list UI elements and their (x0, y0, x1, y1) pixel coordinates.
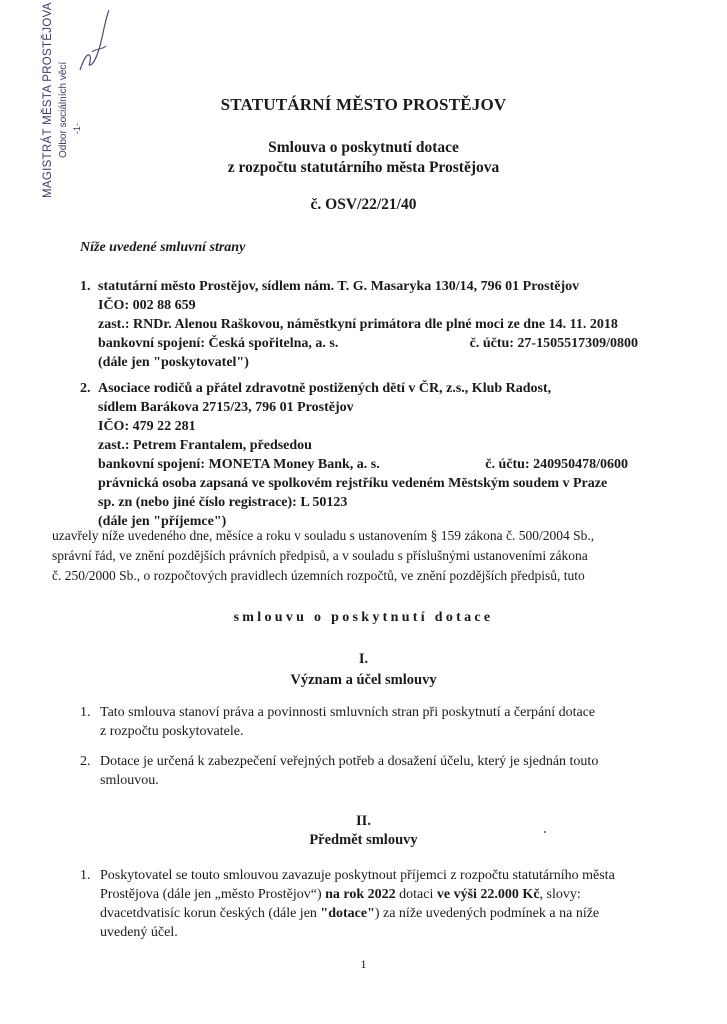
handwritten-signature (32, 8, 122, 98)
stamp-line-3: -1- (72, 123, 82, 134)
contract-subtitle-line-1: Smlouva o poskytnutí dotace (268, 139, 459, 156)
item-number: 1. (80, 868, 91, 883)
party-2-register: právnická osoba zapsaná ve spolkovém rejstříku vedeném Městským soudem v Praze (98, 476, 608, 491)
section-2-item-1 (80, 866, 692, 946)
item-number: 1. (80, 705, 91, 720)
item-line: z rozpočtu poskytovatele. (100, 724, 244, 739)
party-2-number: 2. (80, 381, 91, 396)
item-text: , slovy: (539, 887, 581, 902)
item-line (100, 885, 690, 904)
party-1-bank: bankovní spojení: Česká spořitelna, a. s. (98, 336, 339, 351)
parties-heading: Níže uvedené smluvní strany (80, 240, 246, 255)
party-2-address: sídlem Barákova 2715/23, 796 01 Prostějov (98, 400, 354, 415)
section-2-title: Předmět smlouvy (309, 832, 418, 848)
section-1-item-2 (80, 752, 692, 792)
item-text: dotaci (395, 887, 437, 902)
intro-line-2: správní řád, ve znění pozdějších právních předpisů, a v souladu s příslušnými ustanoveními zákona (52, 548, 588, 563)
page-number: 1 (360, 957, 367, 971)
grant-term: "dotace" (320, 906, 375, 921)
intro-line-3: č. 250/2000 Sb., o rozpočtových pravidlech územních rozpočtů, ve znění pozdějších předpisů, tuto (52, 568, 585, 583)
contract-number: č. OSV/22/21/40 (310, 196, 417, 213)
item-line: Dotace je určená k zabezpečení veřejných potřeb a dosažení účelu, který je sjednán touto (100, 754, 599, 769)
party-2-role: (dále jen "příjemce") (98, 514, 227, 529)
grant-amount: ve výši 22.000 Kč (436, 887, 540, 902)
party-1-name: statutární město Prostějov, sídlem nám. T. G. Masaryka 130/14, 796 01 Prostějov (98, 279, 580, 294)
item-number: 2. (80, 754, 91, 769)
page-title: STATUTÁRNÍ MĚSTO PROSTĚJOV (220, 95, 507, 114)
item-line: smlouvou. (100, 773, 159, 788)
item-text: dvacetdvatisíc korun českých (dále jen (100, 906, 321, 921)
contract-subtitle-line-2: z rozpočtu statutárního města Prostějova (227, 159, 500, 176)
party-1-role: (dále jen "poskytovatel") (98, 355, 249, 370)
item-line (100, 904, 690, 923)
party-2-ico: IČO: 479 22 281 (98, 419, 196, 434)
party-1-number: 1. (80, 279, 91, 294)
party-1 (80, 277, 680, 377)
stamp-line-1: MAGISTRÁT MĚSTA PROSTĚJOVA (42, 2, 54, 198)
intro-paragraph (52, 526, 688, 586)
party-2-name: Asociace rodičů a přátel zdravotně postižených dětí v ČR, z.s., Klub Radost, (98, 381, 552, 396)
party-2-bank: bankovní spojení: MONETA Money Bank, a. s. (98, 457, 380, 472)
section-2-number: II. (356, 813, 371, 829)
item-line: uvedený účel. (100, 925, 178, 940)
section-1-number: I. (358, 651, 369, 667)
scan-speck (544, 831, 546, 833)
contract-spaced-title: smlouvu o poskytnutí dotace (233, 610, 494, 625)
party-2-file-number: sp. zn (nebo jiné číslo registrace): L 50123 (98, 495, 348, 510)
item-text: ) za níže uvedených podmínek a na níže (374, 906, 600, 921)
party-1-account: č. účtu: 27-1505517309/0800 (469, 336, 638, 351)
stamp-line-2: Odbor sociálních věcí (58, 61, 69, 158)
intro-line-1: uzavřely níže uvedeného dne, měsíce a roku v souladu s ustanovením § 159 zákona č. 500/2004 Sb., (52, 528, 595, 543)
item-line: Poskytovatel se touto smlouvou zavazuje poskytnout příjemci z rozpočtu statutárního města (100, 868, 615, 883)
item-line: Tato smlouva stanoví práva a povinnosti smluvních stran při poskytnutí a čerpání dotace (100, 705, 596, 720)
party-2-representative: zast.: Petrem Frantalem, předsedou (98, 438, 312, 453)
party-2-account: č. účtu: 240950478/0600 (485, 457, 628, 472)
item-text: Prostějova (dále jen „město Prostějov“) (100, 887, 326, 902)
party-1-representative: zast.: RNDr. Alenou Raškovou, náměstkyní primátora dle plné moci ze dne 14. 11. 2018 (98, 317, 618, 332)
grant-year: na rok 2022 (325, 887, 396, 902)
party-2 (80, 379, 680, 529)
section-1-title: Význam a účel smlouvy (290, 672, 437, 688)
party-1-ico: IČO: 002 88 659 (98, 298, 196, 313)
section-1-item-1 (80, 703, 692, 743)
